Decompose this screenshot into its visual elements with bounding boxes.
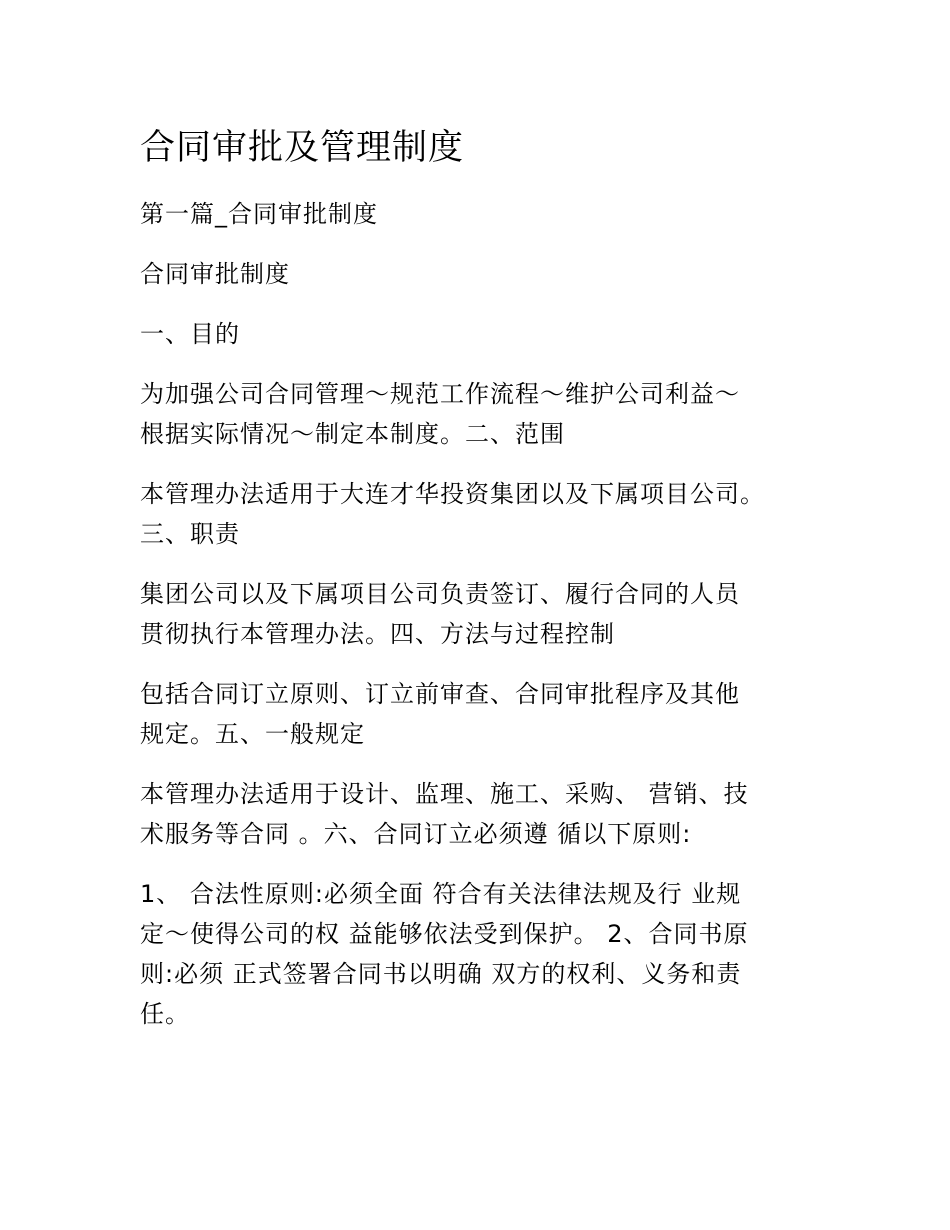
- paragraph-section-heading: [140, 194, 805, 234]
- text-line: 本管理办法适用于设计、监理、施工、采购、 营销、技: [140, 780, 749, 808]
- text-line: 为加强公司合同管理～规范工作流程～维护公司利益～: [140, 380, 740, 408]
- text-line: 则:必须 正式签署合同书以明确 双方的权利、义务和责: [140, 960, 742, 988]
- text-line: 集团公司以及下属项目公司负责签订、履行合同的人员: [140, 580, 740, 608]
- text-line: 合同审批制度: [140, 260, 290, 288]
- paragraph-purpose: [140, 374, 805, 454]
- text-line: 规定。五、一般规定: [140, 720, 365, 748]
- text-line: 三、职责: [140, 520, 240, 548]
- paragraph-general-rules: [140, 774, 805, 854]
- text-line: 包括合同订立原则、订立前审查、合同审批程序及其他: [140, 680, 740, 708]
- text-line: 1、 合法性原则:必须全面 符合有关法律法规及行 业规: [140, 880, 742, 908]
- paragraph-subtitle: [140, 254, 805, 294]
- text-line: 术服务等合同 。六、合同订立必须遵 循以下原则:: [140, 820, 692, 848]
- paragraph-principles: [140, 874, 805, 1034]
- paragraph-scope: [140, 474, 805, 554]
- text-line: 一、目的: [140, 320, 240, 348]
- text-line: 贯彻执行本管理办法。四、方法与过程控制: [140, 620, 615, 648]
- text-line: 任。: [140, 1000, 190, 1028]
- document-page: [140, 126, 805, 1054]
- text-line: 定～使得公司的权 益能够依法受到保护。 2、合同书原: [140, 920, 749, 948]
- document-title: 合同审批及管理制度: [140, 128, 465, 168]
- paragraph-responsibility: [140, 574, 805, 654]
- paragraph-purpose-heading: [140, 314, 805, 354]
- text-line: 根据实际情况～制定本制度。二、范围: [140, 420, 565, 448]
- paragraph-process-control: [140, 674, 805, 754]
- text-line: 第一篇_合同审批制度: [140, 200, 378, 228]
- text-line: 本管理办法适用于大连才华投资集团以及下属项目公司。: [140, 480, 765, 508]
